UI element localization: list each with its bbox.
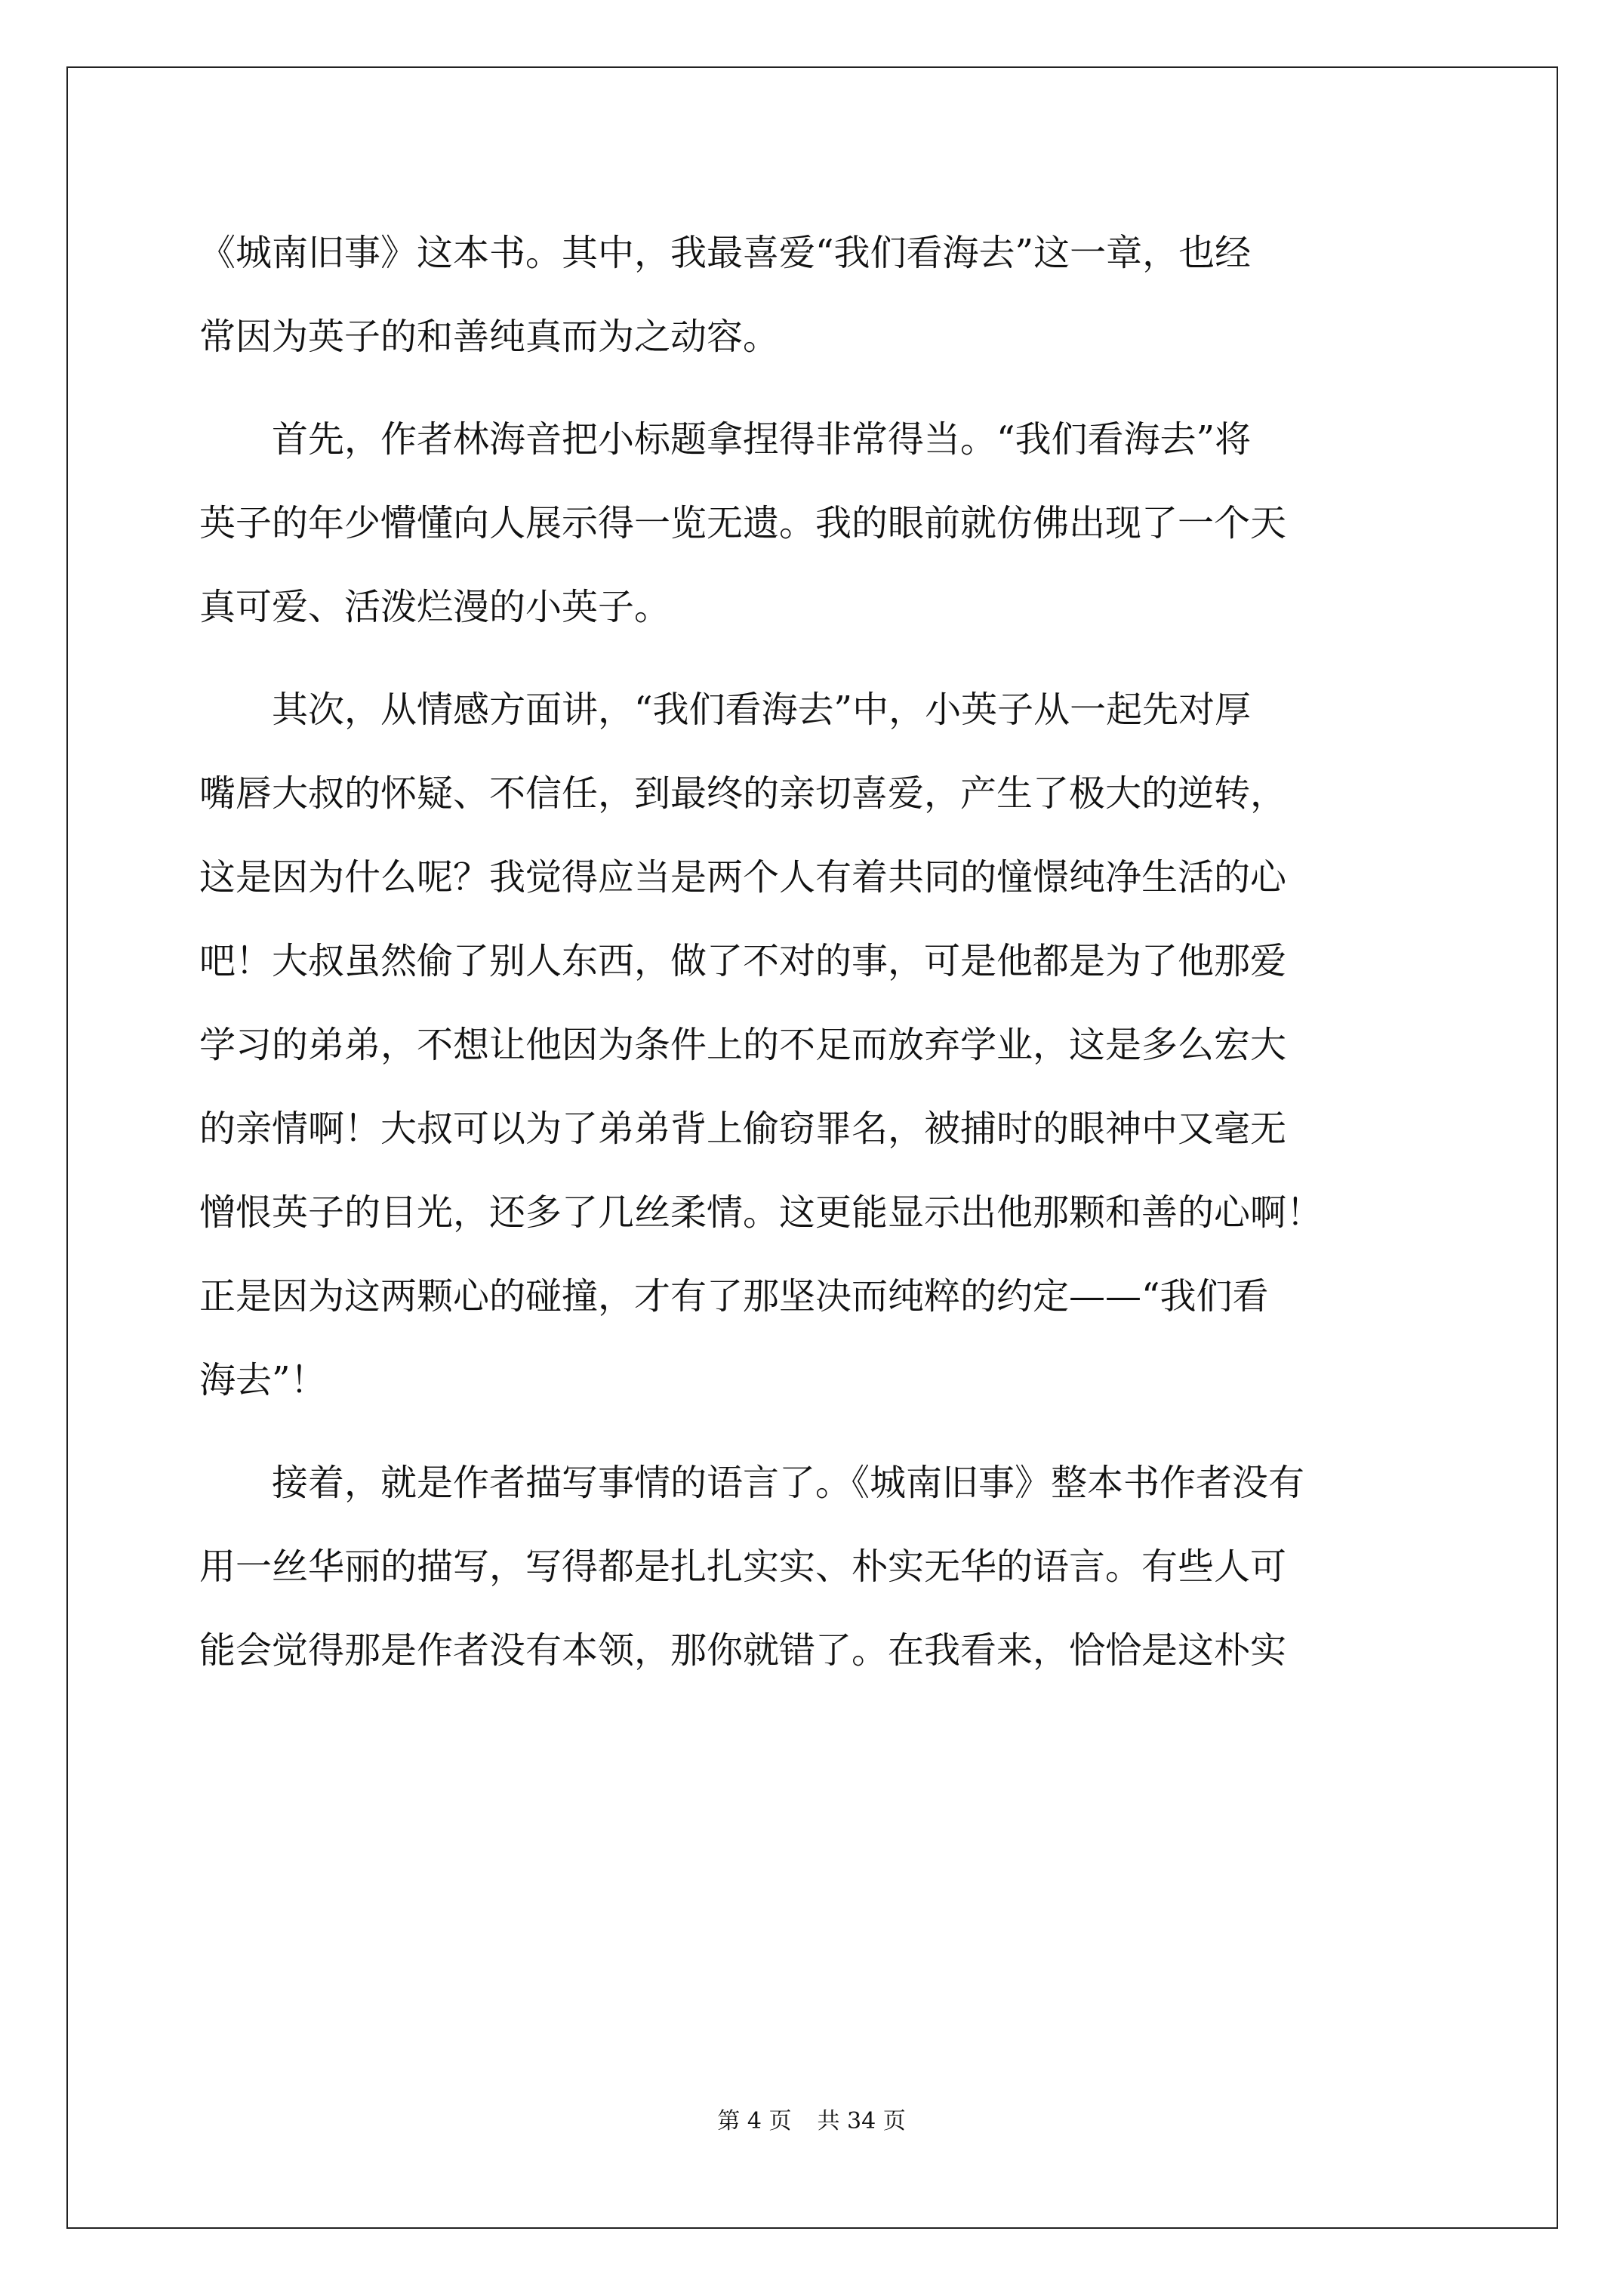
text-line: 真可爱、活泼烂漫的小英子。 [199, 586, 671, 628]
body-text [199, 211, 1437, 1693]
text-line: 常因为英子的和善纯真而为之动容。 [199, 316, 780, 358]
text-line: 这是因为什么呢？我觉得应当是两个人有着共同的憧憬纯净生活的心 [199, 856, 1287, 898]
text-line: 的亲情啊！大叔可以为了弟弟背上偷窃罪名，被捕时的眼神中又毫无 [199, 1108, 1287, 1150]
page-footer [0, 2106, 1623, 2137]
text-line: 憎恨英子的目光，还多了几丝柔情。这更能显示出他那颗和善的心啊！ [199, 1191, 1323, 1234]
text-line: 能会觉得那是作者没有本领，那你就错了。在我看来，恰恰是这朴实 [199, 1629, 1287, 1672]
text-line: 嘴唇大叔的怀疑、不信任，到最终的亲切喜爱，产生了极大的逆转， [199, 772, 1287, 815]
page-number-total: 共 34 页 [817, 2108, 906, 2134]
text-line: 《城南旧事》这本书。其中，我最喜爱“我们看海去”这一章，也经 [199, 232, 1252, 274]
paragraph-first-line: 首先，作者林海音把小标题拿捏得非常得当。“我们看海去”将 [272, 418, 1252, 461]
text-line: 正是因为这两颗心的碰撞，才有了那坚决而纯粹的约定——“我们看 [199, 1275, 1269, 1318]
text-line: 英子的年少懵懂向人展示得一览无遗。我的眼前就仿佛出现了一个天 [199, 502, 1287, 544]
text-line: 用一丝华丽的描写，写得都是扎扎实实、朴实无华的语言。有些人可 [199, 1546, 1287, 1588]
paragraph-first-line: 接着，就是作者描写事情的语言了。《城南旧事》整本书作者没有 [272, 1462, 1305, 1504]
text-line: 吧！大叔虽然偷了别人东西，做了不对的事，可是他都是为了他那爱 [199, 940, 1287, 982]
text-line: 海去”！ [199, 1359, 327, 1401]
page-number-current: 第 4 页 [717, 2108, 792, 2134]
text-line: 学习的弟弟，不想让他因为条件上的不足而放弃学业，这是多么宏大 [199, 1024, 1287, 1066]
paragraph-first-line: 其次，从情感方面讲，“我们看海去”中，小英子从一起先对厚 [272, 689, 1252, 731]
